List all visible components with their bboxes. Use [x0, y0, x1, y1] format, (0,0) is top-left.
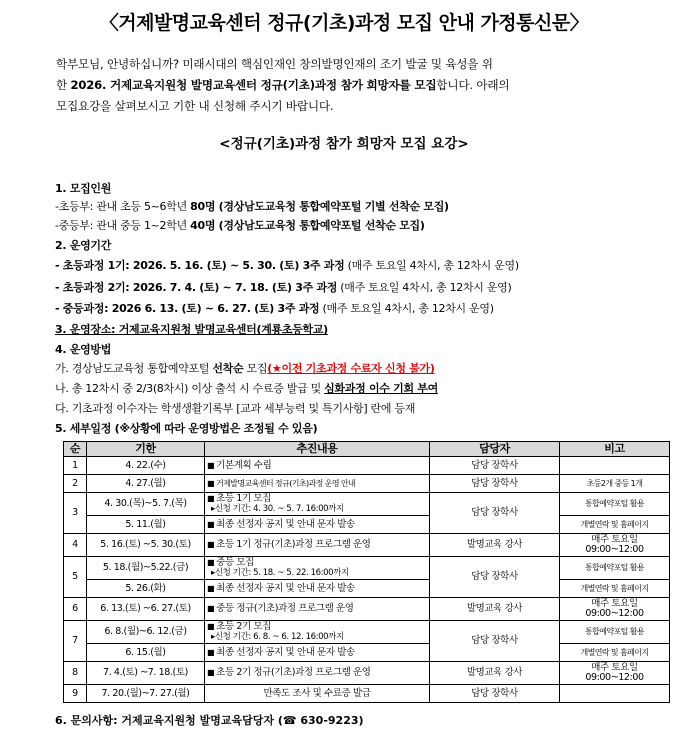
table-row	[64, 534, 670, 557]
cell-task	[205, 580, 430, 598]
square-icon: ■	[207, 668, 215, 677]
intro-line-2	[56, 75, 656, 96]
cell-task	[205, 475, 430, 493]
cell-note: 개별연락 및 홈페이지	[560, 580, 670, 598]
method-b	[55, 380, 438, 396]
cell-task	[205, 516, 430, 534]
square-icon: ■	[207, 622, 215, 631]
text: (매주 토요일 4차시, 총 12차시 운영)	[319, 302, 494, 315]
cell-date: 5. 11.(월)	[87, 516, 205, 534]
table-header-row	[64, 442, 670, 457]
task-text: 초등 2기 모집	[216, 621, 271, 632]
note-line: 매주 토요일	[591, 534, 638, 545]
note-line: 매주 토요일	[591, 598, 638, 609]
square-icon: ■	[207, 494, 215, 503]
cell-owner: 발명교육 강사	[430, 534, 560, 557]
cell-date: 6. 13.(토) ~6. 27.(토)	[87, 598, 205, 621]
task-text: 초등 1기 정규(기초)과정 프로그램 운영	[216, 539, 371, 550]
cell-owner: 발명교육 강사	[430, 662, 560, 685]
cell-date: 4. 27.(월)	[87, 475, 205, 493]
schedule-table	[63, 441, 670, 703]
cell-note	[560, 598, 670, 621]
note-line: 09:00~12:00	[585, 672, 644, 683]
table-row	[64, 580, 670, 598]
text: 나. 총 12차시 중 2/3(8차시) 이상 출석 시 수료증 발급 및	[55, 382, 325, 395]
square-icon: ■	[207, 647, 215, 657]
intro-bold-text: 2026. 거제교육지원청 발명교육센터 정규(기초)과정 참가 희망자를 모집	[70, 78, 437, 92]
cell-no: 9	[64, 685, 87, 703]
cell-owner: 담당 장학사	[430, 457, 560, 475]
square-icon: ■	[207, 519, 215, 529]
cell-date: 6. 15.(월)	[87, 644, 205, 662]
task-text: 최종 선정자 공지 및 안내 문자 발송	[216, 646, 355, 658]
table-row	[64, 457, 670, 475]
header-owner: 담당자	[430, 442, 560, 457]
task-subtext: ▸신청 기간: 6. 8. ~ 6. 12. 16:00까지	[211, 632, 344, 642]
period-elementary-2	[55, 279, 511, 295]
cell-note	[560, 534, 670, 557]
bold-text: (경상남도교육청 통합예약포털 선착순 모집)	[215, 219, 425, 232]
table-row	[64, 475, 670, 493]
square-icon: ■	[207, 478, 214, 488]
task-text: 최종 선정자 공지 및 안내 문자 발송	[216, 518, 355, 530]
cell-task	[205, 457, 430, 475]
cell-note	[560, 457, 670, 475]
square-icon: ■	[207, 460, 215, 470]
method-a	[55, 360, 435, 376]
square-icon: ■	[207, 604, 215, 613]
table-row	[64, 662, 670, 685]
cell-date: 5. 16.(토) ~5. 30.(토)	[87, 534, 205, 557]
cell-owner: 발명교육 강사	[430, 598, 560, 621]
table-row	[64, 685, 670, 703]
note-line: 09:00~12:00	[585, 608, 644, 619]
bold-text: - 초등과정 1기: 2026. 5. 16. (토) ~ 5. 30. (토) 3주 과정	[55, 259, 345, 272]
period-elementary-1	[55, 257, 519, 273]
square-icon: ■	[207, 583, 215, 593]
method-heading: 4. 운영방법	[55, 343, 112, 356]
bold-text: 40명	[190, 219, 216, 232]
header-note: 비고	[560, 442, 670, 457]
cell-task	[205, 598, 430, 621]
schedule-heading: 5. 세부일정 (※상황에 따라 운영방법은 조정될 수 있음)	[55, 422, 318, 435]
warning-text: (★이전 기초과정 수료자 신청 불가)	[267, 362, 435, 375]
note-line: 매주 토요일	[591, 662, 638, 673]
page-title: 〈거제발명교육센터 정규(기초)과정 모집 안내 가정통신문〉	[99, 12, 589, 34]
cell-note: 통합예약포털 활용	[560, 493, 670, 516]
intro-line-1: 학부모님, 안녕하십니까? 미래시대의 핵심인재인 창의발명인재의 조기 발굴 및 육성을 위	[56, 57, 493, 71]
recruit-middle	[55, 217, 425, 233]
section-subtitle: <정규(기초)과정 참가 희망자 모집 요강>	[219, 136, 469, 152]
cell-date: 7. 20.(월)~7. 27.(월)	[87, 685, 205, 703]
intro-text: 합니다. 아래의	[436, 78, 510, 92]
period-middle	[55, 300, 494, 316]
task-text: 거제발명교육센터 정규(기초)과정 운영 안내	[215, 478, 356, 488]
cell-no: 5	[64, 557, 87, 598]
intro-line-3: 모집요강을 살펴보시고 기한 내 신청해 주시기 바랍니다.	[56, 99, 334, 113]
cell-no: 7	[64, 621, 87, 662]
cell-task	[205, 557, 430, 580]
bold-text: 심화과정 이수 기회 부여	[324, 382, 438, 395]
cell-task: 만족도 조사 및 수료증 발급	[205, 685, 430, 703]
task-text: 기본계획 수립	[216, 459, 272, 471]
cell-date: 5. 18.(월)~5.22.(금)	[87, 557, 205, 580]
cell-no: 8	[64, 662, 87, 685]
cell-owner: 담당 장학사	[430, 685, 560, 703]
bold-text: - 초등과정 2기: 2026. 7. 4. (토) ~ 7. 18. (토) 3주 과정	[55, 281, 338, 294]
cell-date: 4. 22.(수)	[87, 457, 205, 475]
cell-date: 7. 4.(토) ~7. 18.(토)	[87, 662, 205, 685]
table-row	[64, 516, 670, 534]
text: -초등부: 관내 초등 5~6학년	[55, 200, 191, 213]
cell-task	[205, 662, 430, 685]
table-row	[64, 644, 670, 662]
cell-date: 4. 30.(목)~5. 7.(목)	[87, 493, 205, 516]
recruit-heading: 1. 모집인원	[55, 182, 112, 195]
cell-owner: 담당 장학사	[430, 621, 560, 662]
text: 가. 경상남도교육청 통합예약포털	[55, 362, 213, 375]
cell-no: 6	[64, 598, 87, 621]
text: (매주 토요일 4차시, 총 12차시 운영)	[337, 281, 512, 294]
table-row	[64, 557, 670, 580]
task-subtext: ▸신청 기간: 4. 30. ~ 5. 7. 16:00까지	[211, 504, 344, 514]
cell-task	[205, 644, 430, 662]
cell-task	[205, 493, 430, 516]
text: (매주 토요일 4차시, 총 12차시 운영)	[344, 259, 519, 272]
cell-date: 6. 8.(월)~6. 12.(금)	[87, 621, 205, 644]
cell-note	[560, 685, 670, 703]
task-text: 초등 1기 모집	[216, 493, 271, 504]
table-row	[64, 493, 670, 516]
cell-owner: 담당 장학사	[430, 557, 560, 598]
square-icon: ■	[207, 558, 215, 567]
bold-text: 선착순	[212, 362, 244, 375]
cell-note: 통합예약포털 활용	[560, 557, 670, 580]
header-date: 기한	[87, 442, 205, 457]
bold-text: - 중등과정: 2026 6. 13. (토) ~ 6. 27. (토) 3주 과정	[55, 302, 320, 315]
cell-owner: 담당 장학사	[430, 493, 560, 534]
bold-text: 80명	[190, 200, 216, 213]
cell-date: 5. 26.(화)	[87, 580, 205, 598]
recruit-elementary	[55, 198, 449, 214]
task-text: 중등 모집	[216, 557, 254, 568]
cell-no: 1	[64, 457, 87, 475]
cell-note	[560, 662, 670, 685]
bold-text: (경상남도교육청 통합예약포털 기별 선착순 모집)	[215, 200, 449, 213]
header-no: 순	[64, 442, 87, 457]
cell-no: 2	[64, 475, 87, 493]
cell-task	[205, 534, 430, 557]
task-text: 최종 선정자 공지 및 안내 문자 발송	[216, 582, 355, 594]
cell-note: 통합예약포털 활용	[560, 621, 670, 644]
cell-note: 초등2개 중등 1개	[560, 475, 670, 493]
intro-paragraph	[56, 54, 656, 117]
cell-owner: 담당 장학사	[430, 475, 560, 493]
text: 모집	[243, 362, 268, 375]
method-c: 다. 기초과정 이수자는 학생생활기록부 [교과 세부능력 및 특기사항] 란에 등재	[55, 402, 416, 415]
text: -중등부: 관내 중등 1~2학년	[55, 219, 191, 232]
square-icon: ■	[207, 540, 215, 549]
task-text: 초등 2기 정규(기초)과정 프로그램 운영	[216, 667, 371, 678]
table-row	[64, 598, 670, 621]
task-subtext: ▸신청 기간: 5. 18. ~ 5. 22. 16:00까지	[211, 568, 349, 578]
task-text: 중등 정규(기초)과정 프로그램 운영	[216, 603, 354, 614]
cell-note: 개별연락 및 홈페이지	[560, 644, 670, 662]
period-heading: 2. 운영기간	[55, 239, 112, 252]
cell-no: 4	[64, 534, 87, 557]
cell-task	[205, 621, 430, 644]
table-row	[64, 621, 670, 644]
venue: 3. 운영장소: 거제교육지원청 발명교육센터(계룡초등학교)	[55, 323, 328, 336]
header-task: 추진내용	[205, 442, 430, 457]
contact-info: 6. 문의사항: 거제교육지원청 발명교육담당자 (☎ 630-9223)	[55, 714, 364, 727]
note-line: 09:00~12:00	[585, 544, 644, 555]
intro-text: 한	[56, 78, 71, 92]
cell-no: 3	[64, 493, 87, 534]
cell-note: 개별연락 및 홈페이지	[560, 516, 670, 534]
